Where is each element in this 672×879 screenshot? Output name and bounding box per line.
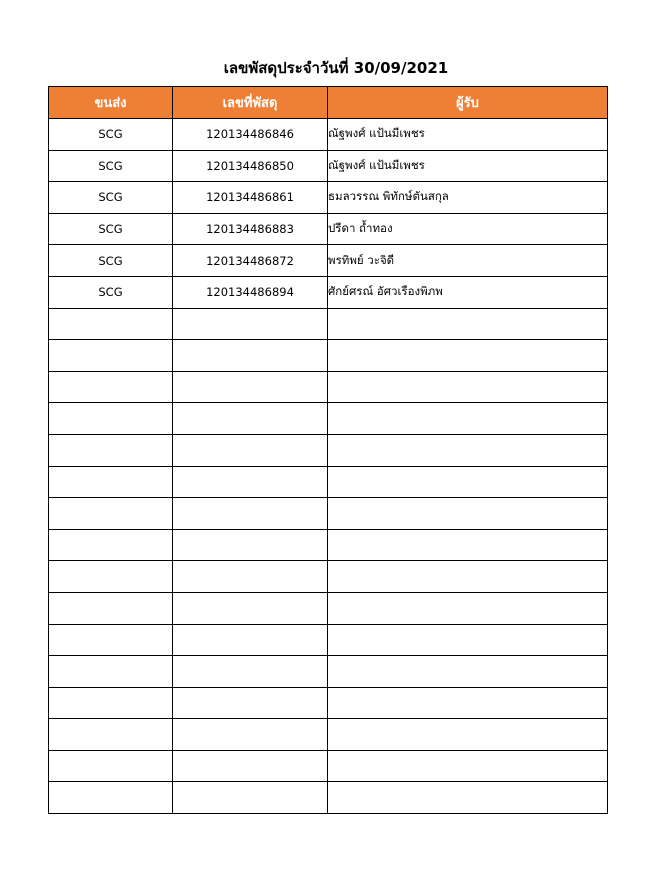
carrier-cell xyxy=(49,561,173,593)
table-row xyxy=(49,213,608,245)
table-row xyxy=(49,782,608,814)
table-row xyxy=(49,276,608,308)
recipient-cell: ศักย์ศรณ์ อัศวเรืองพิภพ xyxy=(328,276,608,308)
table-row xyxy=(49,719,608,751)
carrier-cell xyxy=(49,434,173,466)
recipient-cell xyxy=(328,498,608,530)
recipient-cell: ปรีดา ถ้ำทอง xyxy=(328,213,608,245)
carrier-cell xyxy=(49,308,173,340)
table-row xyxy=(49,308,608,340)
carrier-cell xyxy=(49,340,173,372)
table-row xyxy=(49,687,608,719)
carrier-cell xyxy=(49,687,173,719)
recipient-cell xyxy=(328,434,608,466)
recipient-cell xyxy=(328,466,608,498)
recipient-cell xyxy=(328,529,608,561)
carrier-cell: SCG xyxy=(49,276,173,308)
recipient-cell xyxy=(328,308,608,340)
tracking-number-cell: 120134486861 xyxy=(173,182,328,214)
table-row xyxy=(49,340,608,372)
table-row xyxy=(49,498,608,530)
carrier-cell xyxy=(49,592,173,624)
recipient-cell: ณัฐพงศ์ แป้นมีเพชร xyxy=(328,150,608,182)
table-row xyxy=(49,119,608,151)
tracking-number-cell xyxy=(173,340,328,372)
table-row xyxy=(49,371,608,403)
table-row xyxy=(49,656,608,688)
page-title: เลขพัสดุประจำวันที่ 30/09/2021 xyxy=(223,59,449,77)
carrier-cell xyxy=(49,529,173,561)
tracking-number-cell xyxy=(173,529,328,561)
carrier-cell xyxy=(49,624,173,656)
tracking-number-cell xyxy=(173,782,328,814)
tracking-number-cell xyxy=(173,498,328,530)
tracking-number-cell xyxy=(173,687,328,719)
carrier-cell: SCG xyxy=(49,245,173,277)
table-row xyxy=(49,403,608,435)
carrier-cell xyxy=(49,403,173,435)
tracking-number-cell: 120134486850 xyxy=(173,150,328,182)
parcel-table xyxy=(48,86,608,814)
table-row xyxy=(49,561,608,593)
carrier-cell xyxy=(49,466,173,498)
recipient-cell xyxy=(328,561,608,593)
tracking-number-cell xyxy=(173,592,328,624)
carrier-cell: SCG xyxy=(49,213,173,245)
recipient-cell xyxy=(328,624,608,656)
recipient-cell xyxy=(328,782,608,814)
table-row xyxy=(49,434,608,466)
carrier-cell xyxy=(49,782,173,814)
table-row xyxy=(49,245,608,277)
carrier-cell: SCG xyxy=(49,119,173,151)
tracking-number-cell xyxy=(173,624,328,656)
table-row xyxy=(49,150,608,182)
column-header-carrier: ขนส่ง xyxy=(49,87,173,119)
table-row xyxy=(49,592,608,624)
tracking-number-cell xyxy=(173,719,328,751)
tracking-number-cell xyxy=(173,403,328,435)
tracking-number-cell xyxy=(173,371,328,403)
table-body xyxy=(49,119,608,814)
recipient-cell: ธมลวรรณ พิทักษ์ตันสกุล xyxy=(328,182,608,214)
column-header-tracking-number: เลขที่พัสดุ xyxy=(173,87,328,119)
table-row xyxy=(49,466,608,498)
table-row xyxy=(49,750,608,782)
recipient-cell xyxy=(328,656,608,688)
tracking-number-cell: 120134486846 xyxy=(173,119,328,151)
carrier-cell xyxy=(49,656,173,688)
carrier-cell: SCG xyxy=(49,150,173,182)
recipient-cell xyxy=(328,592,608,624)
tracking-number-cell: 120134486872 xyxy=(173,245,328,277)
tracking-number-cell: 120134486883 xyxy=(173,213,328,245)
table-header-row xyxy=(49,87,608,119)
recipient-cell xyxy=(328,340,608,372)
table-row xyxy=(49,624,608,656)
carrier-cell xyxy=(49,498,173,530)
recipient-cell xyxy=(328,371,608,403)
carrier-cell: SCG xyxy=(49,182,173,214)
tracking-number-cell xyxy=(173,466,328,498)
column-header-recipient: ผู้รับ xyxy=(328,87,608,119)
carrier-cell xyxy=(49,719,173,751)
tracking-number-cell xyxy=(173,750,328,782)
carrier-cell xyxy=(49,750,173,782)
recipient-cell xyxy=(328,403,608,435)
table-row xyxy=(49,529,608,561)
recipient-cell: ณัฐพงศ์ แป้นมีเพชร xyxy=(328,119,608,151)
tracking-number-cell xyxy=(173,656,328,688)
tracking-number-cell: 120134486894 xyxy=(173,276,328,308)
tracking-number-cell xyxy=(173,561,328,593)
table-row xyxy=(49,182,608,214)
recipient-cell: พรทิพย์ วะจิดี xyxy=(328,245,608,277)
tracking-number-cell xyxy=(173,434,328,466)
tracking-number-cell xyxy=(173,308,328,340)
recipient-cell xyxy=(328,687,608,719)
recipient-cell xyxy=(328,719,608,751)
carrier-cell xyxy=(49,371,173,403)
recipient-cell xyxy=(328,750,608,782)
